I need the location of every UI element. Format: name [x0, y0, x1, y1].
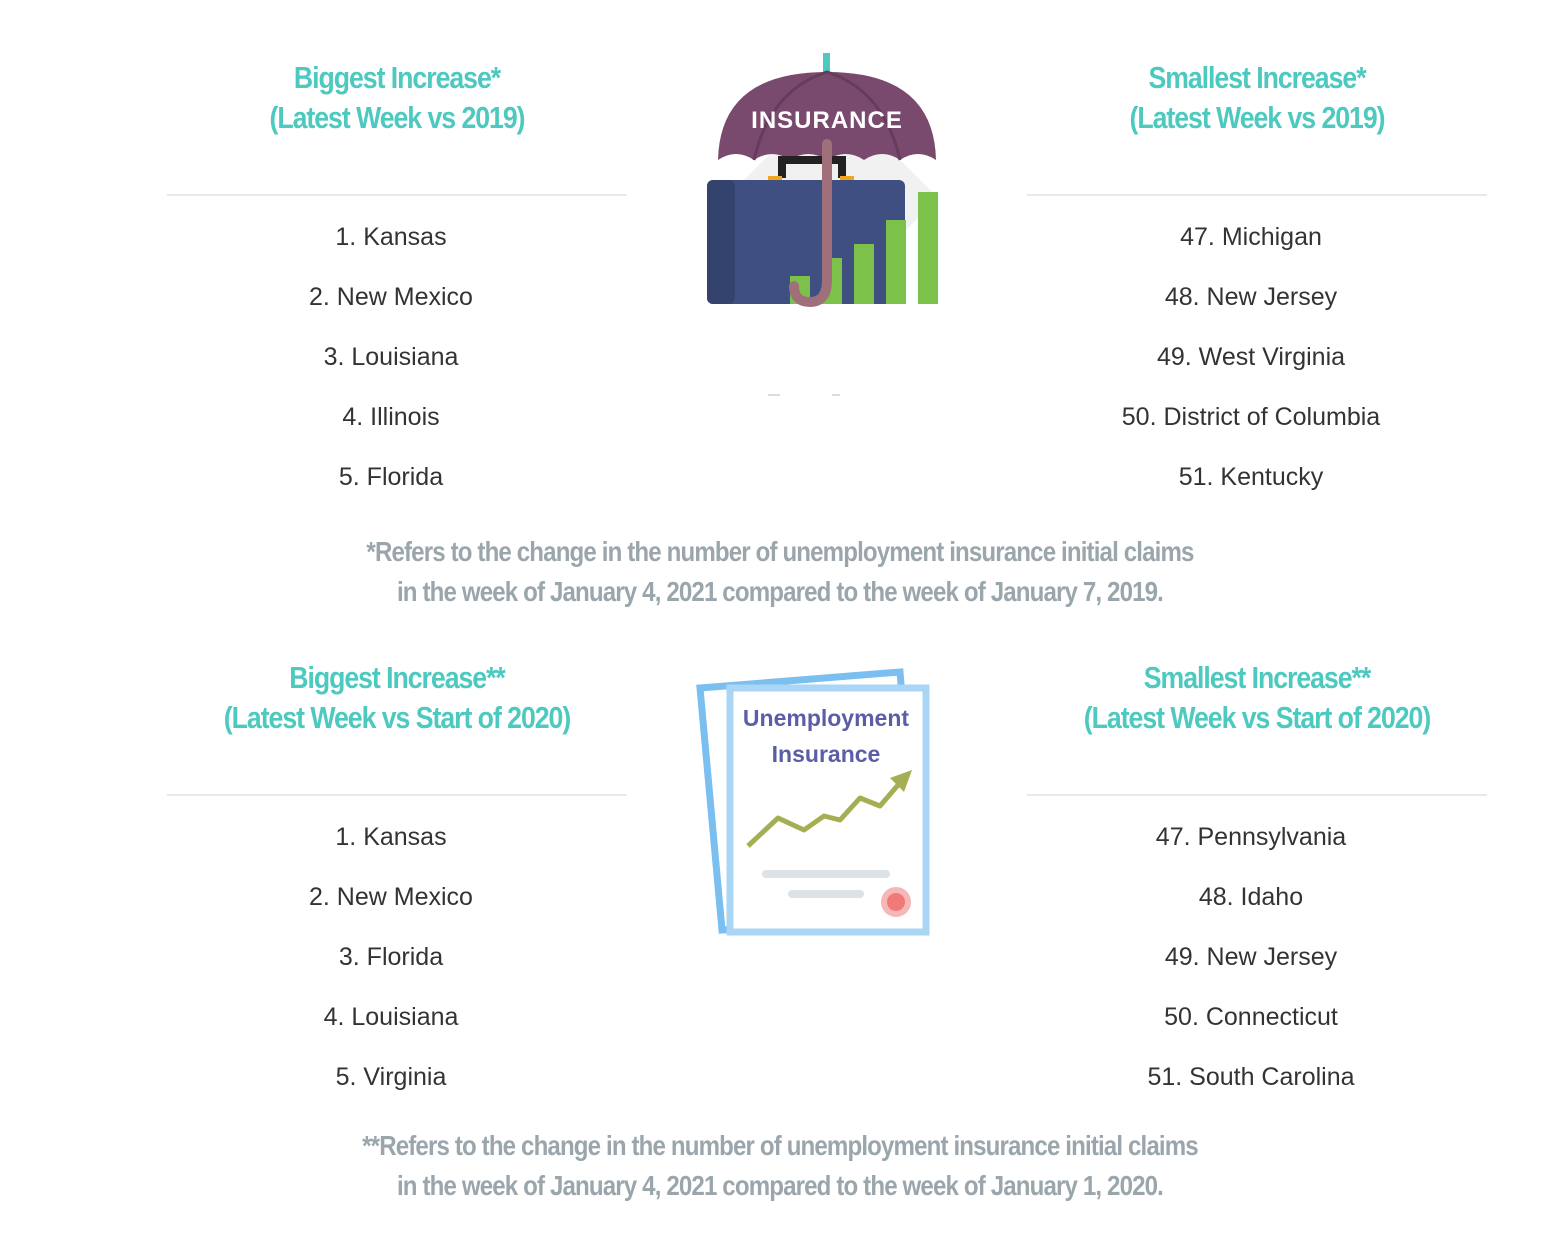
column-heading	[1059, 58, 1455, 138]
ranking-section-2019	[0, 0, 1560, 607]
ranking-list	[167, 812, 627, 1112]
column-heading	[1059, 658, 1455, 738]
document-title-line: Insurance	[771, 741, 881, 767]
list-item: 47. Michigan	[1180, 223, 1322, 251]
heading-title: Smallest Increase*	[1148, 60, 1366, 95]
divider	[1027, 794, 1487, 796]
ranking-section-2020	[0, 600, 1560, 1200]
list-item: 4. Louisiana	[323, 1003, 459, 1031]
list-item: 51. South Carolina	[1147, 1063, 1355, 1091]
heading-title: Biggest Increase*	[293, 60, 501, 95]
list-item: 49. New Jersey	[1164, 943, 1338, 971]
heading-subtitle: (Latest Week vs Start of 2020)	[223, 700, 571, 735]
list-item: 47. Pennsylvania	[1155, 823, 1347, 851]
list-item: 5. Virginia	[335, 1063, 447, 1091]
list-item: 2. New Mexico	[309, 283, 473, 311]
footnote	[333, 1126, 1227, 1206]
heading-title: Biggest Increase**	[289, 660, 505, 695]
divider	[1027, 194, 1487, 196]
footnote-line: in the week of January 4, 2021 compared to the week of January 7, 2019.	[396, 576, 1164, 607]
ranking-list	[1027, 212, 1487, 512]
list-item: 1. Kansas	[335, 823, 447, 851]
footnote-line: **Refers to the change in the number of unemployment insurance initial claims	[362, 1130, 1198, 1161]
list-item: 49. West Virginia	[1156, 343, 1346, 371]
umbrella-briefcase-icon	[690, 40, 970, 410]
list-item: 4. Illinois	[342, 403, 440, 431]
list-item: 5. Florida	[338, 463, 444, 491]
list-item: 50. Connecticut	[1164, 1003, 1338, 1031]
list-item: 51. Kentucky	[1178, 463, 1324, 491]
divider	[167, 794, 627, 796]
heading-subtitle: (Latest Week vs 2019)	[1129, 100, 1385, 135]
footnote-line: in the week of January 4, 2021 compared to the week of January 1, 2020.	[396, 1170, 1164, 1201]
column-heading	[199, 658, 595, 738]
list-item: 48. Idaho	[1198, 883, 1304, 911]
ranking-list	[1027, 812, 1487, 1112]
list-item: 3. Louisiana	[323, 343, 459, 371]
insurance-document-icon	[690, 660, 970, 960]
heading-subtitle: (Latest Week vs Start of 2020)	[1083, 700, 1431, 735]
list-item: 48. New Jersey	[1164, 283, 1338, 311]
list-item: 1. Kansas	[335, 223, 447, 251]
heading-title: Smallest Increase**	[1143, 660, 1371, 695]
list-item: 3. Florida	[338, 943, 444, 971]
ranking-list	[167, 212, 627, 512]
umbrella-label: INSURANCE	[751, 107, 903, 134]
column-heading	[199, 58, 595, 138]
heading-subtitle: (Latest Week vs 2019)	[269, 100, 525, 135]
document-title-line: Unemployment	[742, 705, 910, 731]
list-item: 2. New Mexico	[309, 883, 473, 911]
footnote-line: *Refers to the change in the number of unemployment insurance initial claims	[366, 536, 1194, 567]
list-item: 50. District of Columbia	[1121, 403, 1381, 431]
divider	[167, 194, 627, 196]
